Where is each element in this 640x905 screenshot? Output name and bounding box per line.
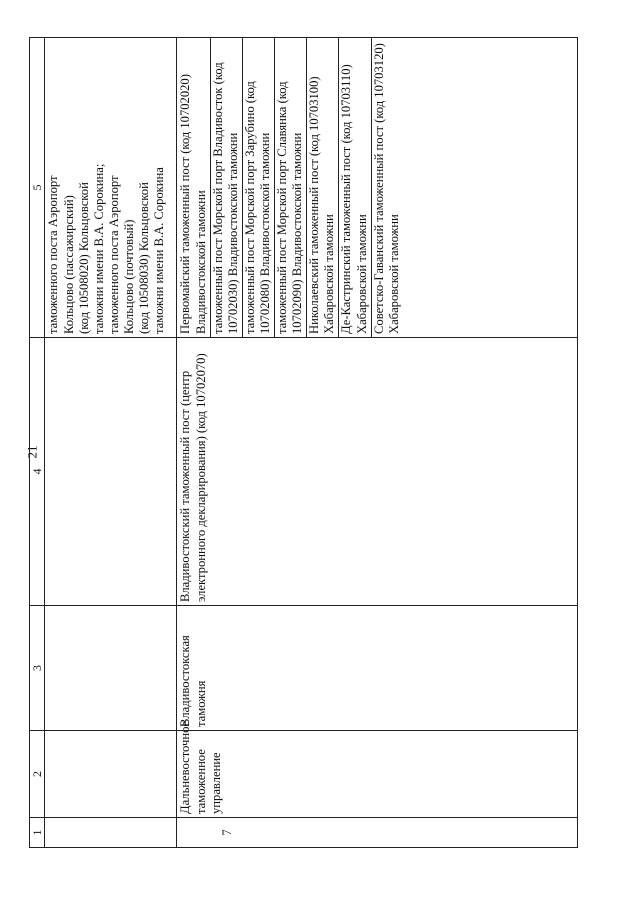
cell-row1-col5 [45, 38, 177, 338]
cell-row2-col1 [177, 818, 578, 848]
continuation-line: (код 10508020) Кольцовской [76, 182, 91, 334]
continuation-line: (код 10508030) Кольцовской [137, 182, 152, 334]
continuation-line: Кольцово (почтовый) [121, 219, 136, 334]
customs-table [29, 37, 578, 848]
cell-row1-col3 [45, 606, 177, 731]
cell-row2-col4: Владивостокский таможенный пост (центр электронного декларирования) (код 10702070) [177, 338, 578, 606]
cell-row1-col2 [45, 731, 177, 818]
header-row [30, 38, 45, 848]
header-col-1: 1 [30, 818, 45, 848]
header-col-5: 5 [30, 38, 45, 338]
header-col-2: 2 [30, 731, 45, 818]
post-entry: таможенный пост Морской порт Зарубино (код 10702080) Владивостокской таможни [243, 38, 275, 337]
post-entry: Первомайский таможенный пост (код 10702020) Владивостокской таможни [178, 38, 210, 337]
post-entry: Николаевский таможенный пост (код 10703100) Хабаровской таможни [307, 38, 339, 337]
post-entry: Де-Кастринский таможенный пост (код 10703110) Хабаровской таможни [339, 38, 371, 337]
cell-row1-col4 [45, 338, 177, 606]
row-number: 7 [220, 829, 235, 836]
cell-row1-col1 [45, 818, 177, 848]
post-entry: таможенный пост Морской порт Владивосток (код 10702030) Владивостокской таможни [211, 38, 243, 337]
header-col-3: 3 [30, 606, 45, 731]
continuation-line: Кольцово (пассажирский) [61, 195, 76, 334]
table-row [177, 38, 578, 848]
cell-row2-col3: Владивостокская таможня [177, 606, 578, 731]
table-row [45, 38, 177, 848]
post-entry: Советско-Гаванский таможенный пост (код 10703120) Хабаровской таможни [371, 43, 401, 334]
cell-row2-col5 [177, 38, 578, 338]
continuation-line: таможни имени В.А. Сорокина; [91, 163, 106, 334]
continuation-line: таможенного поста Аэропорт [106, 175, 121, 334]
rotated-page [29, 38, 578, 848]
page-number: 21 [24, 445, 40, 459]
post-entry: таможенный пост Морской порт Славянка (код 10702090) Владивостокской таможни [275, 38, 307, 337]
header-col-4: 4 [30, 338, 45, 606]
cell-row2-col2: Дальневосточное таможенное управление [177, 731, 578, 818]
continuation-line: таможенного поста Аэропорт [46, 175, 61, 334]
continuation-line: таможни имени В.А. Сорокина [152, 167, 167, 334]
